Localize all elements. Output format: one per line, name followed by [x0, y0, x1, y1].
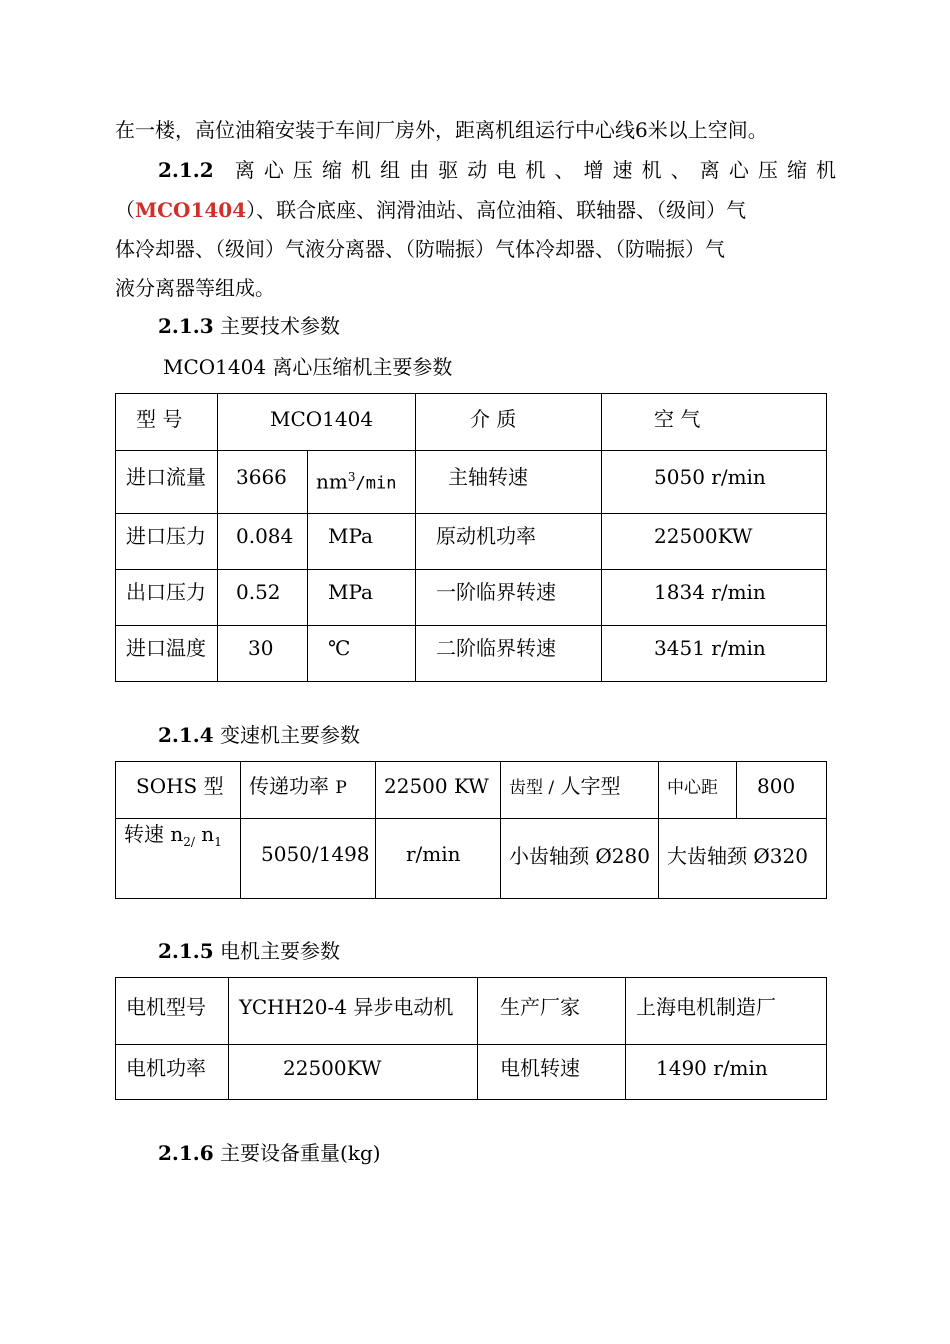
cell-value: 22500KW	[229, 1045, 478, 1100]
section-number: 2.1.2	[158, 158, 214, 182]
table-row	[116, 451, 827, 514]
cell-label: 中心距	[659, 762, 737, 819]
section-2-1-2-line4: 液分离器等组成。	[115, 276, 275, 300]
table-row	[116, 514, 827, 570]
cell-unit: MPa	[308, 570, 416, 626]
cell-label: 齿型 / 人字型	[501, 762, 659, 819]
cell-value: 0.084	[218, 514, 308, 570]
cell-value: 大齿轴颈 Ø320	[659, 819, 827, 899]
cell-unit: $nm^3/\min$	[308, 451, 416, 514]
compressor-params-table	[115, 393, 827, 682]
cell-label: 介 质	[416, 394, 602, 451]
table-row	[116, 394, 827, 451]
cell-value: 5050/1498	[241, 819, 376, 899]
cell-value: 22500 KW	[376, 762, 501, 819]
cell-label: 电机转速	[478, 1045, 626, 1100]
cell-label: 进口压力	[116, 514, 218, 570]
cell-value: 空 气	[602, 394, 827, 451]
cell-unit: MPa	[308, 514, 416, 570]
cell-value: 3451 r/min	[602, 626, 827, 682]
cell-label: 原动机功率	[416, 514, 602, 570]
cell-label: 主轴转速	[416, 451, 602, 514]
cell-value: 800	[737, 762, 827, 819]
cell-value: 1490 r/min	[626, 1045, 827, 1100]
cell-label: 一阶临界转速	[416, 570, 602, 626]
section-2-1-2-line3: 体冷却器、（级间）气液分离器、（防喘振）气体冷却器、（防喘振）气	[115, 237, 725, 261]
table-row	[116, 762, 827, 819]
table-row	[116, 819, 827, 899]
section-2-1-6-heading: 2.1.6 主要设备重量(kg)	[158, 1141, 381, 1165]
cell-value: 上海电机制造厂	[626, 978, 827, 1045]
cell-label: SOHS 型	[116, 762, 241, 819]
section-2-1-2-line2: （MCO1404）、联合底座、润滑油站、高位油箱、联轴器、（级间）气	[115, 198, 747, 222]
model-highlight: MCO1404	[135, 198, 247, 222]
cell-label: 进口温度	[116, 626, 218, 682]
section-2-1-3-heading: 2.1.3 主要技术参数	[158, 314, 341, 338]
cell-label: 型 号	[116, 394, 218, 451]
section-2-1-5-heading: 2.1.5 电机主要参数	[158, 939, 341, 963]
cell-value: 0.52	[218, 570, 308, 626]
table-row	[116, 978, 827, 1045]
cell-value: 1834 r/min	[602, 570, 827, 626]
cell-value: YCHH20-4 异步电动机	[229, 978, 478, 1045]
cell-value: 22500KW	[602, 514, 827, 570]
cell-unit: r/min	[376, 819, 501, 899]
cell-label: 生产厂家	[478, 978, 626, 1045]
cell-label: 二阶临界转速	[416, 626, 602, 682]
table-row	[116, 570, 827, 626]
cell-label: 电机型号	[116, 978, 229, 1045]
cell-unit: ℃	[308, 626, 416, 682]
cell-label: 传递功率 P	[241, 762, 376, 819]
cell-label: 进口流量	[116, 451, 218, 514]
cell-value: 3666	[218, 451, 308, 514]
cell-value: 30	[218, 626, 308, 682]
table-row	[116, 626, 827, 682]
gearbox-params-table	[115, 761, 827, 899]
table-caption: MCO1404 离心压缩机主要参数	[163, 355, 453, 379]
motor-params-table	[115, 977, 827, 1100]
section-2-1-2-line1: 2.1.2 离 心 压 缩 机 组 由 驱 动 电 机 、 增 速 机 、 离 心 压 缩 机	[158, 158, 836, 182]
paragraph-line: 在一楼，高位油箱安装于车间厂房外，距离机组运行中心线6米以上空间。	[115, 118, 768, 142]
cell-label: 出口压力	[116, 570, 218, 626]
cell-label: 电机功率	[116, 1045, 229, 1100]
table-row	[116, 1045, 827, 1100]
cell-value: 小齿轴颈 Ø280	[501, 819, 659, 899]
cell-value: 5050 r/min	[602, 451, 827, 514]
section-2-1-4-heading: 2.1.4 变速机主要参数	[158, 723, 361, 747]
cell-value: MCO1404	[218, 394, 416, 451]
cell-label: 转速 $n_{2/}$ $n_1$	[116, 819, 241, 899]
